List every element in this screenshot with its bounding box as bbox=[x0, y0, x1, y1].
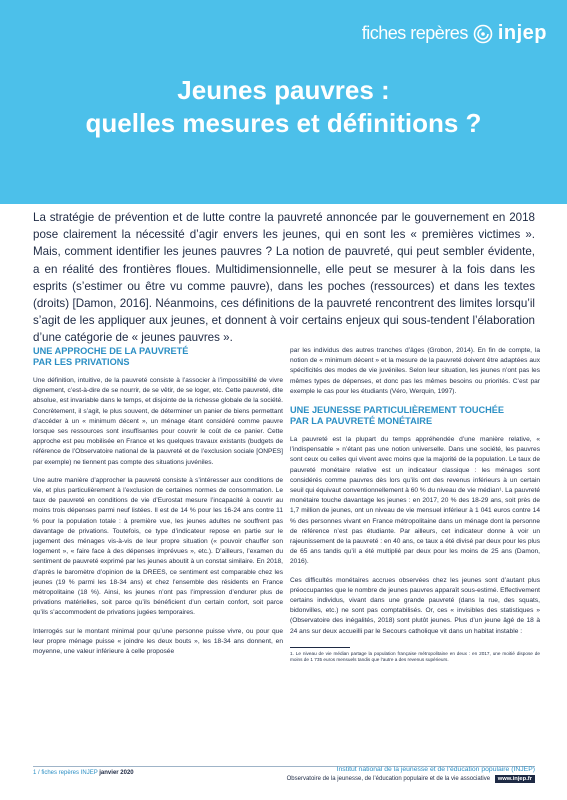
heading-line-1: UNE APPROCHE DE LA PAUVRETÉ bbox=[33, 346, 189, 356]
footer-institution bbox=[287, 766, 535, 784]
right-column bbox=[290, 346, 540, 672]
injep-logo bbox=[362, 22, 547, 45]
footnote: 1. Le niveau de vie médian partage la population française métropolitaine en deux : en 2017, une moitié dispose de moins de 1 735 euros mensuels tandis que l’autre a des revenus supérieurs. bbox=[290, 650, 540, 663]
observatory-name: Observatoire de la jeunesse, de l’éducation populaire et de la vie associative bbox=[286, 775, 491, 782]
header-banner bbox=[0, 0, 567, 204]
footnote-divider bbox=[290, 647, 350, 648]
heading-line-2: PAR LES PRIVATIONS bbox=[33, 357, 130, 367]
issue-date: janvier 2020 bbox=[99, 770, 134, 776]
page-title bbox=[0, 74, 567, 140]
title-line-2: quelles mesures et définitions ? bbox=[85, 108, 482, 138]
spiral-icon bbox=[473, 24, 493, 44]
logo-series: fiches repères bbox=[361, 23, 468, 43]
body-paragraph: Une définition, intuitive, de la pauvreté consiste à l’associer à l’impossibilité de vivre dignement, c’est-à-dire de se nourrir, de se vêtir, de se loger, etc. Cette pauvreté, dite absolue, est invariable dans le temps, et disjointe de la richesse globale de la société. Concrètement, il s’agit, le plus souvent, de déterminer un panier de biens permettant d’accéder à un « minimum décent », un ménage étant considéré comme pauvre lorsque ses ressources sont insuffisantes pour couvrir le coût de ce panier. Cette approche est peu mobilisée en France et les quelques travaux existants (budgets de référence de l’Observatoire national de la pauvreté et de l’exclusion sociale [ONPES] par exemple) ne tiennent pas compte des situations juvéniles. bbox=[33, 377, 283, 466]
intro-paragraph: La stratégie de prévention et de lutte contre la pauvreté annoncée par le gouvernement en 2018 pose clairement la nécessité d’agir envers les jeunes, qui en sont les « premières victimes ». Mais, comment identifier les jeunes pauvres ? La notion de pauvreté, qui peut sembler évidente, a en réalité des frontières floues. Multidimensionnelle, elle peut se mesurer à la fois dans les esprits (s’estimer ou être vu comme pauvre), dans les poches (ressources) et dans les textes (droits) [Damon, 2016]. Néanmoins, ces définitions de la pauvreté rencontrent des limites lorsqu’il s’agit de les appliquer aux jeunes, et donnent à voir certains enjeux qui sous-tendent l’élaboration d’une catégorie de « jeunes pauvres ». bbox=[33, 211, 535, 345]
footer-page-ref bbox=[33, 770, 134, 776]
institute-name: Institut national de la jeunesse et de l’éducation populaire (INJEP) bbox=[336, 766, 535, 773]
heading-line-1: UNE JEUNESSE PARTICULIÈREMENT TOUCHÉE bbox=[290, 405, 505, 416]
body-paragraph: Interrogés sur le montant minimal pour qu’une personne puisse vivre, ou pour que leur propre ménage puisse « joindre les deux bouts », les 18-34 ans donnent, en moyenne, une valeur inférieure à celle proposée bbox=[33, 627, 283, 656]
observatory-line bbox=[287, 775, 535, 784]
body-paragraph: Une autre manière d’approcher la pauvreté consiste à s’intéresser aux conditions de vie, et plus particulièrement à l’exclusion de certaines normes de consommation. Le taux de pauvreté en conditions de vie d’Eurostat mesure l’incapacité à couvrir au moins trois dépenses parmi neuf listées. Il est de 14 % pour les 16-24 ans contre 11 % pour la population totale : à première vue, les jeunes adultes ne souffrent pas davantage de privations. Toutefois, ce type d’indicateur repose en partie sur le jugement des ménages vis-à-vis de leur propre situation (« pouvoir chauffer son logement », « faire face à des dépenses imprévues », etc.). D’ailleurs, l’examen du sentiment de pauvreté exprimé par les jeunes aboutit à un constat similaire. En 2018, d’après le baromètre d’opinion de la DREES, ce sentiment est comparable chez les jeunes (19 % parmi les 18-34 ans) et chez l’ensemble des résidents en France métropolitaine (18 %). Ainsi, les jeunes n’ont pas l’impression d’endurer plus de privations matérielles, soit parce qu’ils bénéficient d’un certain confort, soit parce qu’ils s’accommodent de privations jugées temporaires. bbox=[33, 476, 283, 617]
body-paragraph: Ces difficultés monétaires accrues observées chez les jeunes sont d’autant plus préoccupantes que le nombre de jeunes pauvres apparaît sous-estimé. Effectivement certains individus, vivant dans une grande pauvreté (dans la rue, des squats, bidonvilles, etc.) ne sont pas comptabilisés. Or, ces « invisibles des statistiques » (Observatoire des inégalités, 2018) sont plutôt jeunes. Plus d’un jeune âgé de 18 à 24 ans sur deux accueilli par le Secours catholique vit dans un habitat instable : bbox=[290, 576, 540, 635]
section-heading-privations bbox=[33, 346, 283, 368]
page-reference: 1 / fiches repères INJEP bbox=[33, 770, 98, 776]
left-column bbox=[33, 346, 283, 665]
logo-brand: injep bbox=[497, 22, 547, 44]
body-paragraph: La pauvreté est la plupart du temps appréhendée d’une manière relative, « l’indispensable » n’étant pas une notion universelle. Dans une société, les pauvres sont ceux ou celles qui vivent avec moins que la majorité de la population. Le taux de pauvreté monétaire relative est un indicateur classique : les ménages sont considérés comme pauvres dès lors qu’ils ont des revenus inférieurs à un certain seuil qui équivaut conventionnellement à 60 % du niveau de vie médian¹. La pauvreté monétaire touche davantage les jeunes : en 2017, 20 % des 18-29 ans, soit près de 1,7 million de jeunes, ont un niveau de vie mensuel inférieur à 1 041 euros contre 14 % des personnes vivant en France métropolitaine dans un ménage dont la personne de référence n’est pas étudiante. Par ailleurs, cet indicateur donne à voir un rajeunissement de la pauvreté : en 40 ans, ce taux a été divisé par deux pour les plus de 65 ans tandis qu’il a été multiplié par deux pour les moins de 25 ans (Damon, 2016). bbox=[290, 436, 540, 566]
body-paragraph: par les individus des autres tranches d’âges (Grobon, 2014). En fin de compte, la notion de « minimum décent » et la mesure de la pauvreté doivent être adaptées aux spécificités des modes de vie juvéniles. Selon leur situation, les jeunes n’ont pas les mêmes types de dépenses, et donc pas les mêmes besoins ou priorités. C’est par exemple le cas pour les étudiants (Véro, Werquin, 1997). bbox=[290, 347, 540, 395]
title-line-1: Jeunes pauvres : bbox=[177, 75, 390, 105]
heading-line-2: PAR LA PAUVRETÉ MONÉTAIRE bbox=[290, 416, 433, 427]
website-link[interactable]: www.injep.fr bbox=[495, 775, 535, 783]
section-heading-monetary bbox=[290, 405, 540, 427]
